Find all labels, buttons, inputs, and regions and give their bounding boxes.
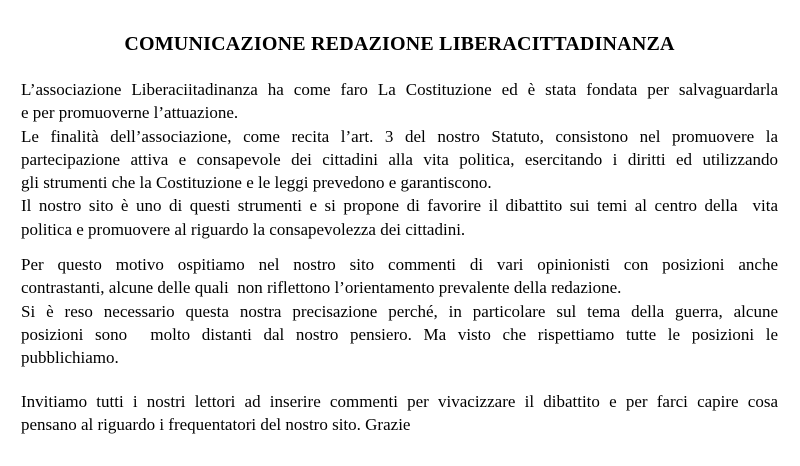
paragraph [21, 253, 778, 300]
document-body [21, 78, 778, 436]
paragraph [21, 78, 778, 125]
paragraph-group [21, 253, 778, 369]
text-line: contrastanti, alcune delle quali non riflettono l’orientamento prevalente della redazione. [21, 278, 622, 298]
paragraph [21, 300, 778, 370]
text-line: Le finalità dell’associazione, come recita l’art. 3 del nostro Statuto, consistono nel promuovere la [21, 126, 778, 146]
text-line: L’associazione Liberaciitadinanza ha come faro La Costituzione ed è stata fondata per salvaguardarla [21, 80, 778, 99]
paragraph [21, 390, 778, 437]
paragraph [21, 194, 778, 241]
text-line: Il nostro sito è uno di questi strumenti e si propone di favorire il dibattito sui temi al centro della vita [21, 196, 778, 216]
paragraph-group [21, 390, 778, 437]
text-line: politica e promuovere al riguardo la consapevolezza dei cittadini. [21, 219, 466, 239]
text-line: gli strumenti che la Costituzione e le leggi prevedono e garantiscono. [21, 173, 492, 193]
text-line: Per questo motivo ospitiamo nel nostro sito commenti di vari opinionisti con posizioni anche [21, 255, 778, 275]
text-line: Invitiamo tutti i nostri lettori ad inserire commenti per vivacizzare il dibattito e per farci capire cosa [21, 391, 778, 411]
text-line: pensano al riguardo i frequentatori del nostro sito. Grazie [21, 414, 411, 434]
text-line: posizioni sono molto distanti dal nostro pensiero. Ma visto che rispettiamo tutte le posizioni le [21, 324, 778, 344]
text-line: pubblichiamo. [21, 348, 119, 368]
text-line: partecipazione attiva e consapevole dei cittadini alla vita politica, esercitando i diritti ed utilizzando [21, 149, 778, 169]
paragraph-group [21, 78, 778, 241]
paragraph [21, 125, 778, 195]
text-line: Si è reso necessario questa nostra precisazione perché, in particolare sul tema della guerra, alcune [21, 301, 778, 321]
text-line: e per promuoverne l’attuazione. [21, 103, 239, 123]
document-title: COMUNICAZIONE REDAZIONE LIBERACITTADINANZA [124, 33, 675, 55]
